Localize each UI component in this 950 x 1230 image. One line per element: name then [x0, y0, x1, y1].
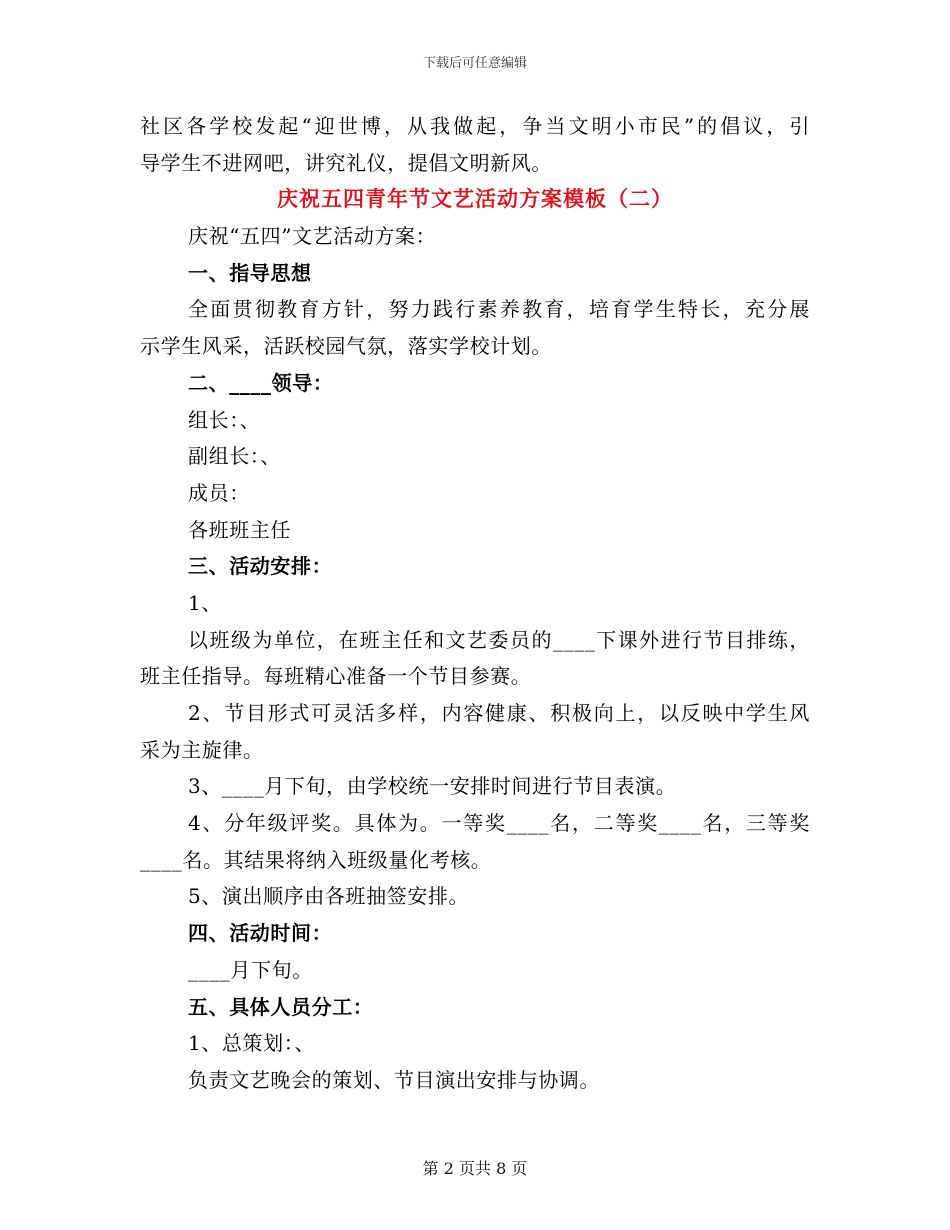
paragraph-line: ____月下旬。 — [188, 957, 313, 982]
paragraph-line: ____名。其结果将纳入班级量化考核。 — [140, 847, 492, 872]
section-heading: 二、____领导： — [188, 370, 334, 395]
paragraph-line: 2、节目形式可灵活多样，内容健康、积极向上，以反映中学生风 — [188, 701, 810, 725]
section-heading: 五、具体人员分工： — [188, 994, 374, 1019]
paragraph-line: 1、总策划：、 — [188, 1031, 315, 1056]
paragraph-line: 5、演出顺序由各班抽签安排。 — [188, 884, 470, 909]
document-body — [140, 108, 810, 1099]
paragraph-line: 庆祝“五四”文艺活动方案： — [188, 224, 437, 249]
paragraph-line: 成员： — [188, 480, 250, 505]
paragraph-line: 组长：、 — [188, 407, 261, 432]
page-footer: 第 2 页共 8 页 — [422, 1159, 528, 1178]
paragraph-line: 副组长：、 — [188, 444, 281, 469]
page-header: 下载后可任意编辑 — [422, 56, 527, 71]
paragraph-line: 导学生不进网吧，讲究礼仪，提倡文明新风。 — [140, 150, 552, 175]
paragraph-line: 3、____月下旬，由学校统一安排时间进行节目表演。 — [188, 774, 677, 799]
section-title: 庆祝五四青年节文艺活动方案模板（二） — [277, 187, 673, 212]
paragraph-line: 示学生风采，活跃校园气氛，落实学校计划。 — [140, 334, 552, 359]
section-heading: 一、指导思想 — [188, 260, 312, 285]
paragraph-line: 以班级为单位，在班主任和文艺委员的____下课外进行节目排练， — [188, 627, 810, 652]
paragraph-line: 1、 — [188, 590, 222, 615]
section-heading: 三、活动安排： — [188, 554, 333, 579]
paragraph-line: 全面贯彻教育方针，努力践行素养教育，培育学生特长，充分展 — [188, 297, 810, 322]
paragraph-line: 各班班主任 — [188, 517, 291, 542]
paragraph-line: 社区各学校发起“迎世博，从我做起，争当文明小市民”的倡议，引 — [140, 114, 810, 138]
paragraph-line: 4、分年级评奖。具体为。一等奖____名，二等奖____名，三等奖 — [188, 811, 810, 836]
paragraph-line: 采为主旋律。 — [140, 737, 264, 762]
paragraph-line: 负责文艺晚会的策划、节目演出安排与协调。 — [188, 1067, 600, 1092]
paragraph-line: 班主任指导。每班精心准备一个节目参赛。 — [140, 664, 532, 689]
section-heading: 四、活动时间： — [188, 921, 333, 946]
